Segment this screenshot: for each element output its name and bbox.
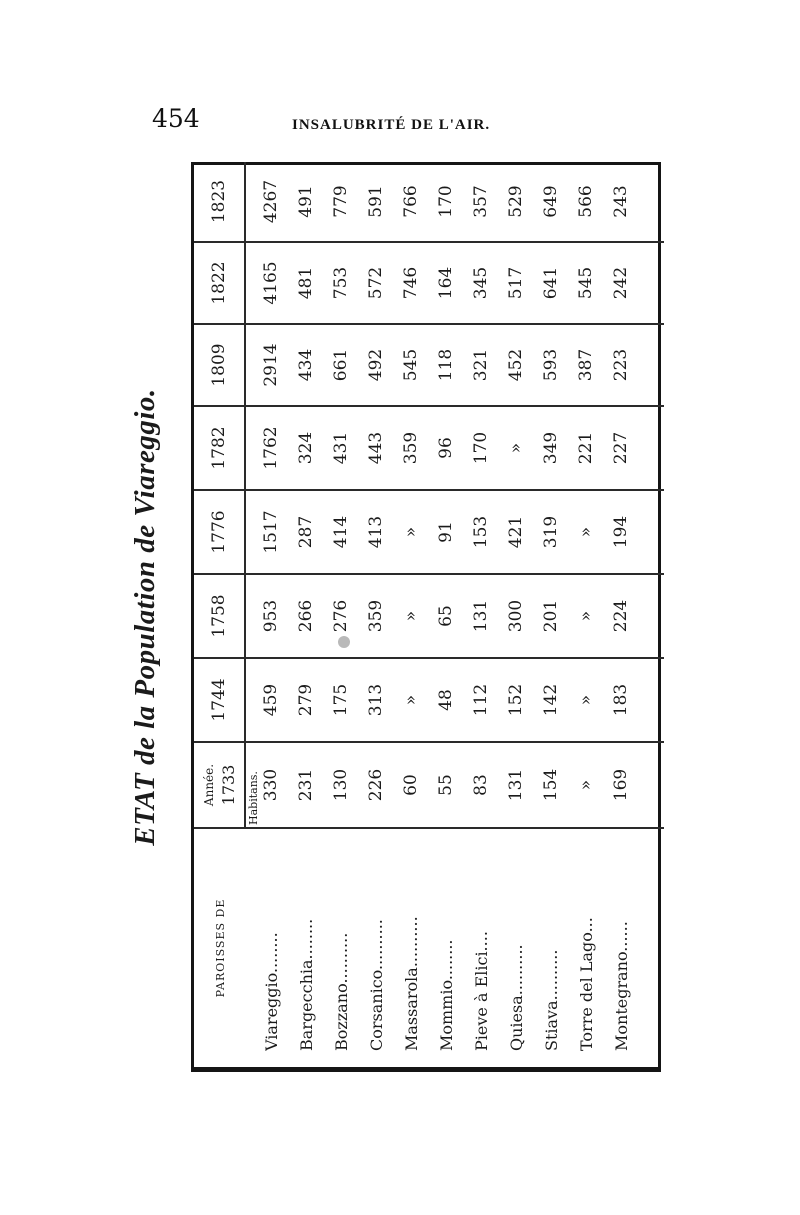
population-cell: 4267	[261, 179, 281, 224]
year-column-1776	[194, 489, 664, 573]
population-cell: 287	[296, 515, 316, 549]
population-cell: 175	[331, 683, 351, 717]
population-cell: 591	[366, 185, 386, 218]
population-cell: »	[401, 694, 421, 706]
population-cell: 170	[471, 431, 491, 465]
population-cell: 753	[331, 266, 351, 300]
population-cell: 324	[296, 431, 316, 465]
population-cell: 300	[506, 599, 526, 633]
population-cell: 452	[506, 348, 526, 382]
parish-name: Bargecchia........	[297, 918, 316, 1051]
year-column-1809	[194, 323, 664, 405]
year-label: 1782	[194, 407, 246, 489]
population-cell: 319	[541, 515, 561, 549]
population-cell: 60	[401, 774, 421, 796]
population-cell: 359	[366, 599, 386, 633]
population-cell: 2914	[261, 343, 281, 387]
population-cell: 152	[506, 683, 526, 717]
parish-column	[194, 827, 664, 1067]
habitans-label: Habitans.	[247, 771, 260, 825]
population-cell: 431	[331, 431, 351, 465]
population-cell: 459	[261, 683, 281, 717]
population-cell: »	[576, 526, 596, 538]
parish-name: Viareggio........	[262, 932, 281, 1051]
population-cell: 529	[506, 185, 526, 218]
population-cell: 153	[471, 515, 491, 549]
population-cell: 242	[611, 266, 631, 300]
population-cell: 492	[366, 348, 386, 382]
population-cell: 112	[471, 683, 491, 717]
population-cell: 359	[401, 431, 421, 465]
population-cell: 481	[296, 266, 316, 300]
year-label: 1822	[194, 243, 246, 323]
population-cell: »	[401, 526, 421, 538]
population-cell: 266	[296, 599, 316, 633]
population-cell: 224	[611, 599, 631, 633]
population-cell: 131	[506, 768, 526, 802]
population-cell: 413	[366, 515, 386, 549]
population-cell: 96	[436, 437, 456, 459]
population-cell: »	[576, 610, 596, 622]
parish-name: Montegrano......	[612, 921, 631, 1051]
parish-name: Stiava..........	[542, 949, 561, 1051]
population-cell: 194	[611, 515, 631, 549]
parish-name: Bozzano..........	[332, 932, 351, 1051]
year-label: 1758	[194, 575, 246, 657]
population-cell: 279	[296, 683, 316, 717]
population-cell: »	[576, 694, 596, 706]
population-cell: 641	[541, 266, 561, 300]
population-cell: »	[576, 779, 596, 791]
population-cell: 349	[541, 431, 561, 465]
population-cell: 649	[541, 185, 561, 218]
parish-name: Quiesa..........	[507, 944, 526, 1051]
population-cell: 766	[401, 185, 421, 218]
population-cell: 661	[331, 348, 351, 382]
year-label: 1776	[194, 491, 246, 573]
population-cell: 443	[366, 431, 386, 465]
year-label: 1744	[194, 659, 246, 741]
population-cell: »	[401, 610, 421, 622]
population-cell: 170	[436, 185, 456, 218]
year-column-1823	[194, 162, 664, 241]
parish-header: PAROISSES DE	[213, 898, 227, 998]
population-cell: 231	[296, 768, 316, 802]
parish-name: Torre del Lago...	[577, 917, 596, 1051]
population-cell: 130	[331, 768, 351, 802]
population-cell: 1762	[261, 426, 281, 470]
annee-label: Année.	[202, 763, 216, 807]
running-head: INSALUBRITÉ DE L'AIR.	[292, 117, 491, 133]
population-cell: 91	[436, 521, 456, 543]
parish-name: Pieve à Elici....	[472, 931, 491, 1051]
population-cell: 227	[611, 431, 631, 465]
population-cell: 434	[296, 348, 316, 382]
population-cell: 1517	[261, 510, 281, 554]
population-cell: 169	[611, 768, 631, 802]
population-cell: »	[506, 442, 526, 454]
column-header	[194, 743, 246, 827]
population-cell: 321	[471, 348, 491, 382]
population-cell: 545	[401, 348, 421, 382]
population-cell: 357	[471, 185, 491, 218]
year-column-1782	[194, 405, 664, 489]
population-cell: 313	[366, 683, 386, 717]
population-cell: 183	[611, 683, 631, 717]
parish-name: Massarola..........	[402, 916, 421, 1051]
year-column-1758	[194, 573, 664, 657]
population-cell: 243	[611, 185, 631, 218]
year-column-1733	[194, 741, 664, 827]
population-cell: 142	[541, 683, 561, 717]
population-cell: 118	[436, 348, 456, 382]
population-cell: 276	[331, 599, 351, 633]
population-cell: 566	[576, 185, 596, 218]
population-cell: 953	[261, 599, 281, 633]
population-cell: 593	[541, 348, 561, 382]
year-column-1822	[194, 241, 664, 323]
population-cell: 83	[471, 774, 491, 796]
population-cell: 201	[541, 599, 561, 633]
population-cell: 164	[436, 266, 456, 300]
population-cell: 226	[366, 768, 386, 802]
population-cell: 48	[436, 689, 456, 711]
population-cell: 154	[541, 768, 561, 802]
population-cell: 223	[611, 348, 631, 382]
population-cell: 414	[331, 515, 351, 549]
population-cell: 345	[471, 266, 491, 300]
page-number: 454	[152, 104, 200, 133]
year-label: 1733	[219, 764, 238, 806]
population-cell: 387	[576, 348, 596, 382]
population-cell: 746	[401, 266, 421, 300]
population-cell: 221	[576, 431, 596, 465]
year-label: 1809	[194, 325, 246, 405]
population-cell: 330	[261, 768, 281, 802]
population-table	[129, 162, 661, 1072]
population-cell: 779	[331, 185, 351, 218]
table-frame	[191, 162, 661, 1072]
population-cell: 65	[436, 605, 456, 627]
year-column-1744	[194, 657, 664, 741]
parish-name: Corsanico..........	[367, 919, 386, 1051]
population-cell: 517	[506, 266, 526, 300]
population-cell: 421	[506, 515, 526, 549]
population-cell: 491	[296, 185, 316, 218]
population-cell: 545	[576, 266, 596, 300]
population-cell: 4165	[261, 261, 281, 305]
population-cell: 55	[436, 774, 456, 796]
population-cell: 572	[366, 266, 386, 300]
population-cell: 131	[471, 599, 491, 633]
parish-name: Mommio........	[437, 939, 456, 1051]
year-label: 1823	[194, 162, 246, 241]
table-title: ETAT de la Population de Viareggio.	[129, 388, 161, 846]
